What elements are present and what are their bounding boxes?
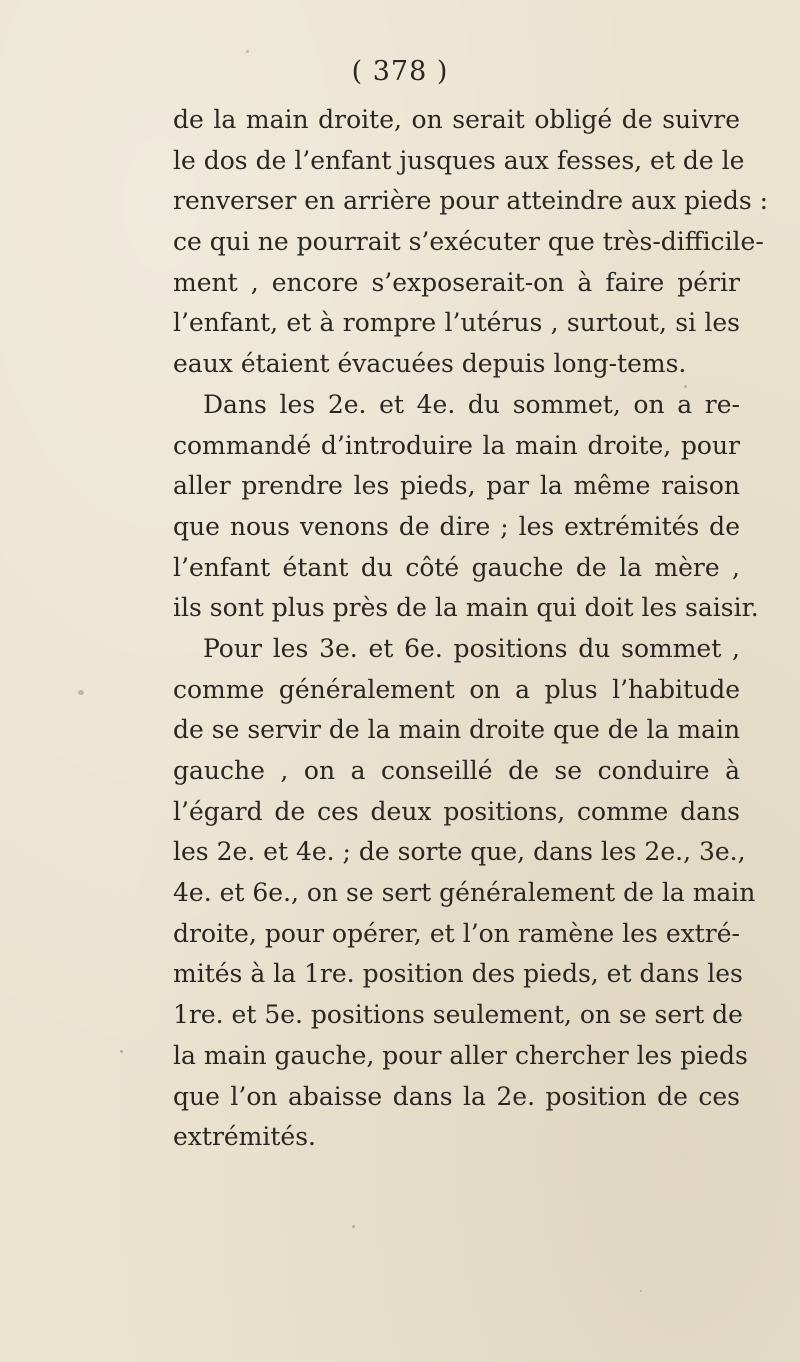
text-line: commandé d’introduire la main droite, pour [173, 430, 740, 460]
text-line: ils sont plus près de la main qui doit les saisir. [173, 593, 759, 623]
paragraph-start: Pour les 3e. et 6e. positions du sommet , [203, 633, 740, 663]
body-text [173, 100, 769, 1158]
paragraph-start: Dans les 2e. et 4e. du sommet, on a re- [203, 389, 740, 419]
paper-speck [78, 690, 84, 695]
text-line: extrémités. [173, 1122, 317, 1152]
text-line: que l’on abaisse dans la 2e. position de ces [173, 1081, 740, 1111]
text-line: la main gauche, pour aller chercher les pieds [173, 1040, 748, 1070]
paper-speck [246, 50, 249, 53]
page-number: ( 378 ) [351, 56, 449, 87]
text-line: comme généralement on a plus l’habitude [173, 674, 740, 704]
text-line: renverser en arrière pour atteindre aux pieds : [173, 186, 769, 216]
text-line: aller prendre les pieds, par la même raison [173, 471, 740, 501]
text-line: l’enfant étant du côté gauche de la mère , [173, 552, 740, 582]
text-line: 4e. et 6e., on se sert généralement de la main [173, 878, 756, 908]
text-line: de se servir de la main droite que de la main [173, 715, 741, 745]
text-line: l’enfant, et à rompre l’utérus , surtout, si les [173, 308, 740, 338]
text-line: 1re. et 5e. positions seulement, on se sert de [173, 1000, 743, 1030]
text-line: l’égard de ces deux positions, comme dans [173, 796, 740, 826]
text-line: ment , encore s’exposerait-on à faire périr [173, 267, 740, 297]
paper-speck [640, 1290, 642, 1292]
text-line: droite, pour opérer, et l’on ramène les extré- [173, 918, 740, 948]
text-line: mités à la 1re. position des pieds, et dans les [173, 959, 743, 989]
text-line: le dos de l’enfant jusques aux fesses, et de le [173, 145, 745, 175]
paper-speck [120, 1050, 123, 1053]
text-line: gauche , on a conseillé de se conduire à [173, 756, 740, 785]
text-line: les 2e. et 4e. ; de sorte que, dans les 2e., 3e., [173, 837, 746, 867]
text-line: de la main droite, on serait obligé de suivre [173, 105, 740, 134]
text-line: ce qui ne pourrait s’exécuter que très-difficile- [173, 227, 764, 257]
paper-speck [352, 1225, 355, 1228]
text-line: que nous venons de dire ; les extrémités de [173, 511, 740, 541]
text-line: eaux étaient évacuées depuis long-tems. [173, 349, 687, 379]
